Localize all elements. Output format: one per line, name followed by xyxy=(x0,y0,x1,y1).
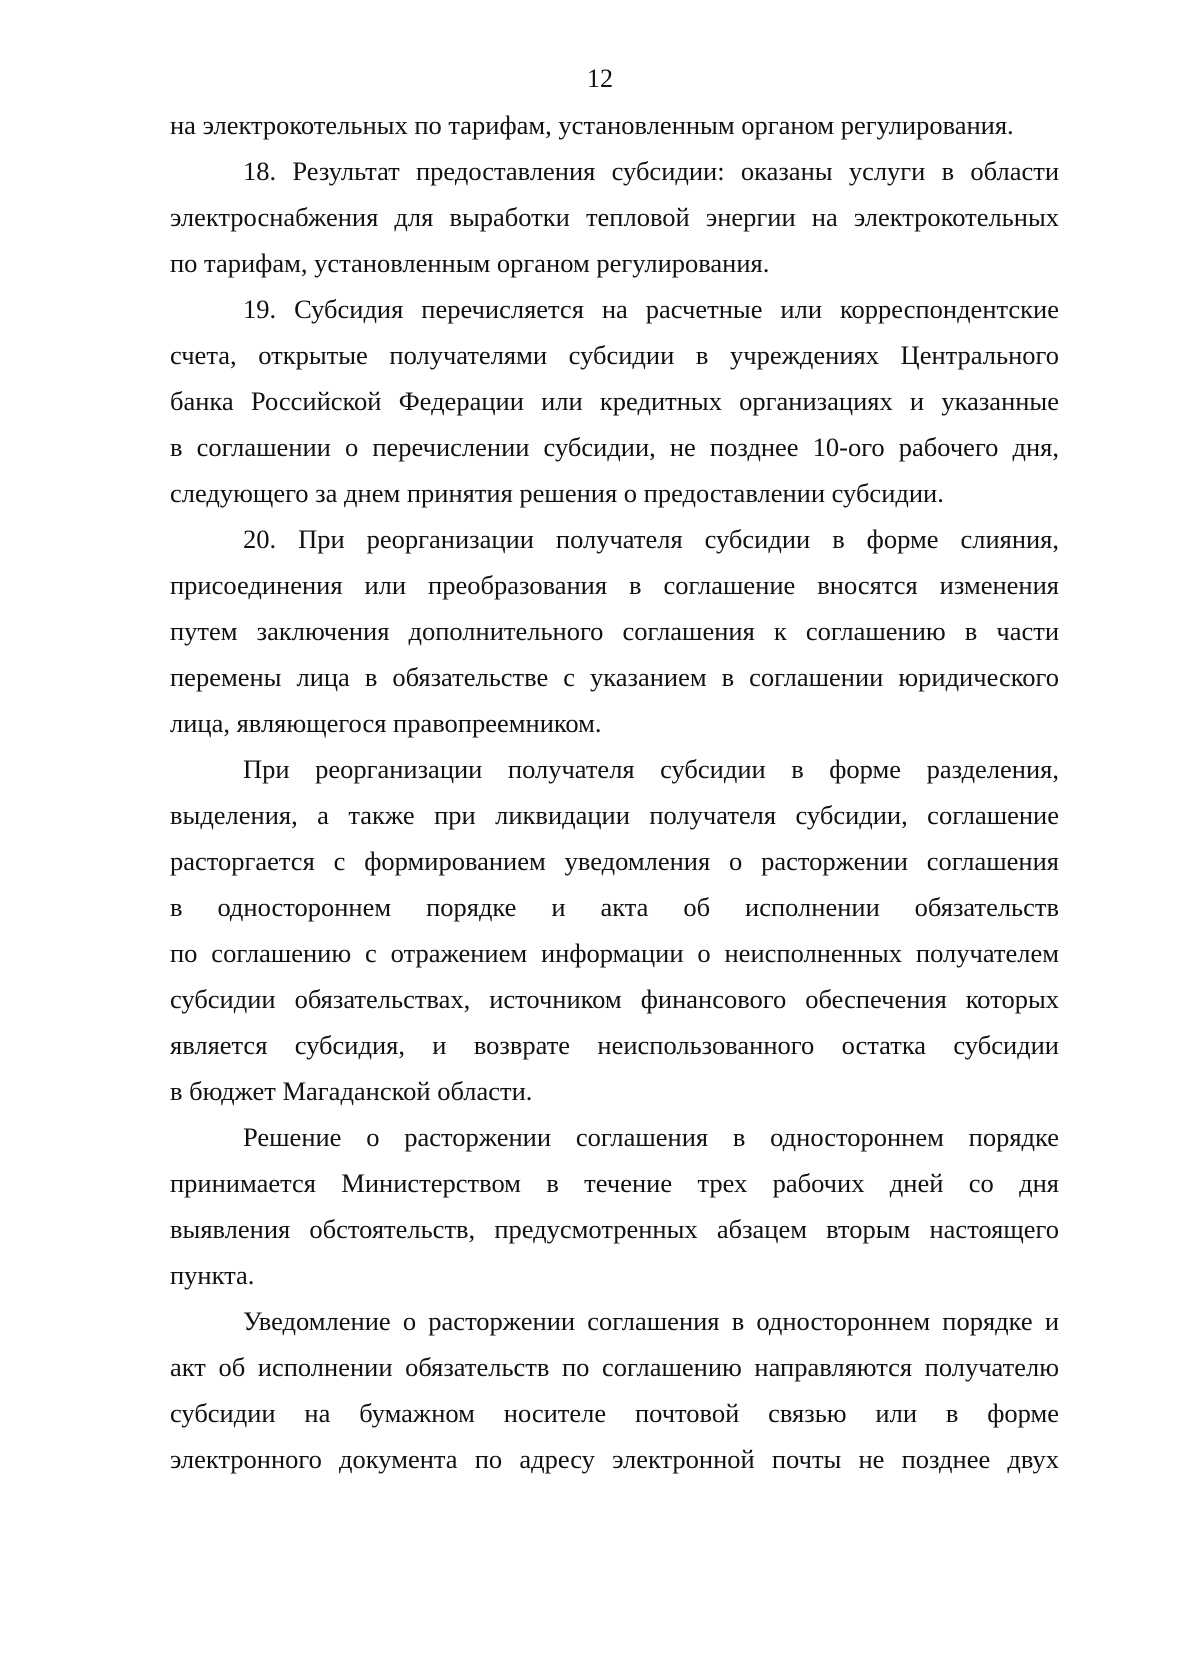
paragraph-line: субсидии на бумажном носителе почтовой связью или в форме xyxy=(170,1398,1059,1428)
paragraph-line: При реорганизации получателя субсидии в форме разделения, xyxy=(243,754,1059,784)
paragraph-line: является субсидия, и возврате неиспользованного остатка субсидии xyxy=(170,1030,1059,1060)
paragraph-line: в бюджет Магаданской области. xyxy=(170,1076,533,1106)
paragraph-line: банка Российской Федерации или кредитных организациях и указанные xyxy=(170,386,1059,416)
paragraph-line: 19. Субсидия перечисляется на расчетные или корреспондентские xyxy=(243,294,1059,324)
paragraph-line: присоединения или преобразования в соглашение вносятся изменения xyxy=(170,570,1059,600)
paragraph-line: 18. Результат предоставления субсидии: оказаны услуги в области xyxy=(243,156,1059,186)
paragraph-line: 20. При реорганизации получателя субсидии в форме слияния, xyxy=(243,524,1059,554)
paragraph-line: перемены лица в обязательстве с указанием в соглашении юридического xyxy=(170,662,1059,692)
paragraph-line: выявления обстоятельств, предусмотренных абзацем вторым настоящего xyxy=(170,1214,1059,1244)
paragraph-line: по тарифам, установленным органом регулирования. xyxy=(170,248,770,278)
paragraph-line: по соглашению с отражением информации о неисполненных получателем xyxy=(170,938,1059,968)
paragraph-line: следующего за днем принятия решения о предоставлении субсидии. xyxy=(170,478,944,508)
paragraph-line: акт об исполнении обязательств по соглашению направляются получателю xyxy=(170,1352,1059,1382)
paragraph-line: лица, являющегося правопреемником. xyxy=(170,708,602,738)
paragraph-line: в соглашении о перечислении субсидии, не позднее 10-ого рабочего дня, xyxy=(170,432,1059,462)
paragraph-line: электронного документа по адресу электронной почты не позднее двух xyxy=(170,1444,1059,1474)
paragraph-line: выделения, а также при ликвидации получателя субсидии, соглашение xyxy=(170,800,1059,830)
paragraph-line: Решение о расторжении соглашения в одностороннем порядке xyxy=(243,1122,1059,1152)
page-number: 12 xyxy=(587,64,613,93)
paragraph-line: на электрокотельных по тарифам, установленным органом регулирования. xyxy=(170,110,1014,140)
paragraph-line: пункта. xyxy=(170,1260,255,1290)
paragraph-line: в одностороннем порядке и акта об исполнении обязательств xyxy=(170,892,1059,922)
paragraph-line: путем заключения дополнительного соглашения к соглашению в части xyxy=(170,616,1059,646)
paragraph-line: расторгается с формированием уведомления о расторжении соглашения xyxy=(170,846,1059,876)
paragraph-line: субсидии обязательствах, источником финансового обеспечения которых xyxy=(170,984,1059,1014)
paragraph-line: счета, открытые получателями субсидии в учреждениях Центрального xyxy=(170,340,1059,370)
paragraph-line: принимается Министерством в течение трех рабочих дней со дня xyxy=(170,1168,1059,1198)
paragraph-line: Уведомление о расторжении соглашения в одностороннем порядке и xyxy=(243,1306,1059,1336)
paragraph-line: электроснабжения для выработки тепловой энергии на электрокотельных xyxy=(170,202,1059,232)
